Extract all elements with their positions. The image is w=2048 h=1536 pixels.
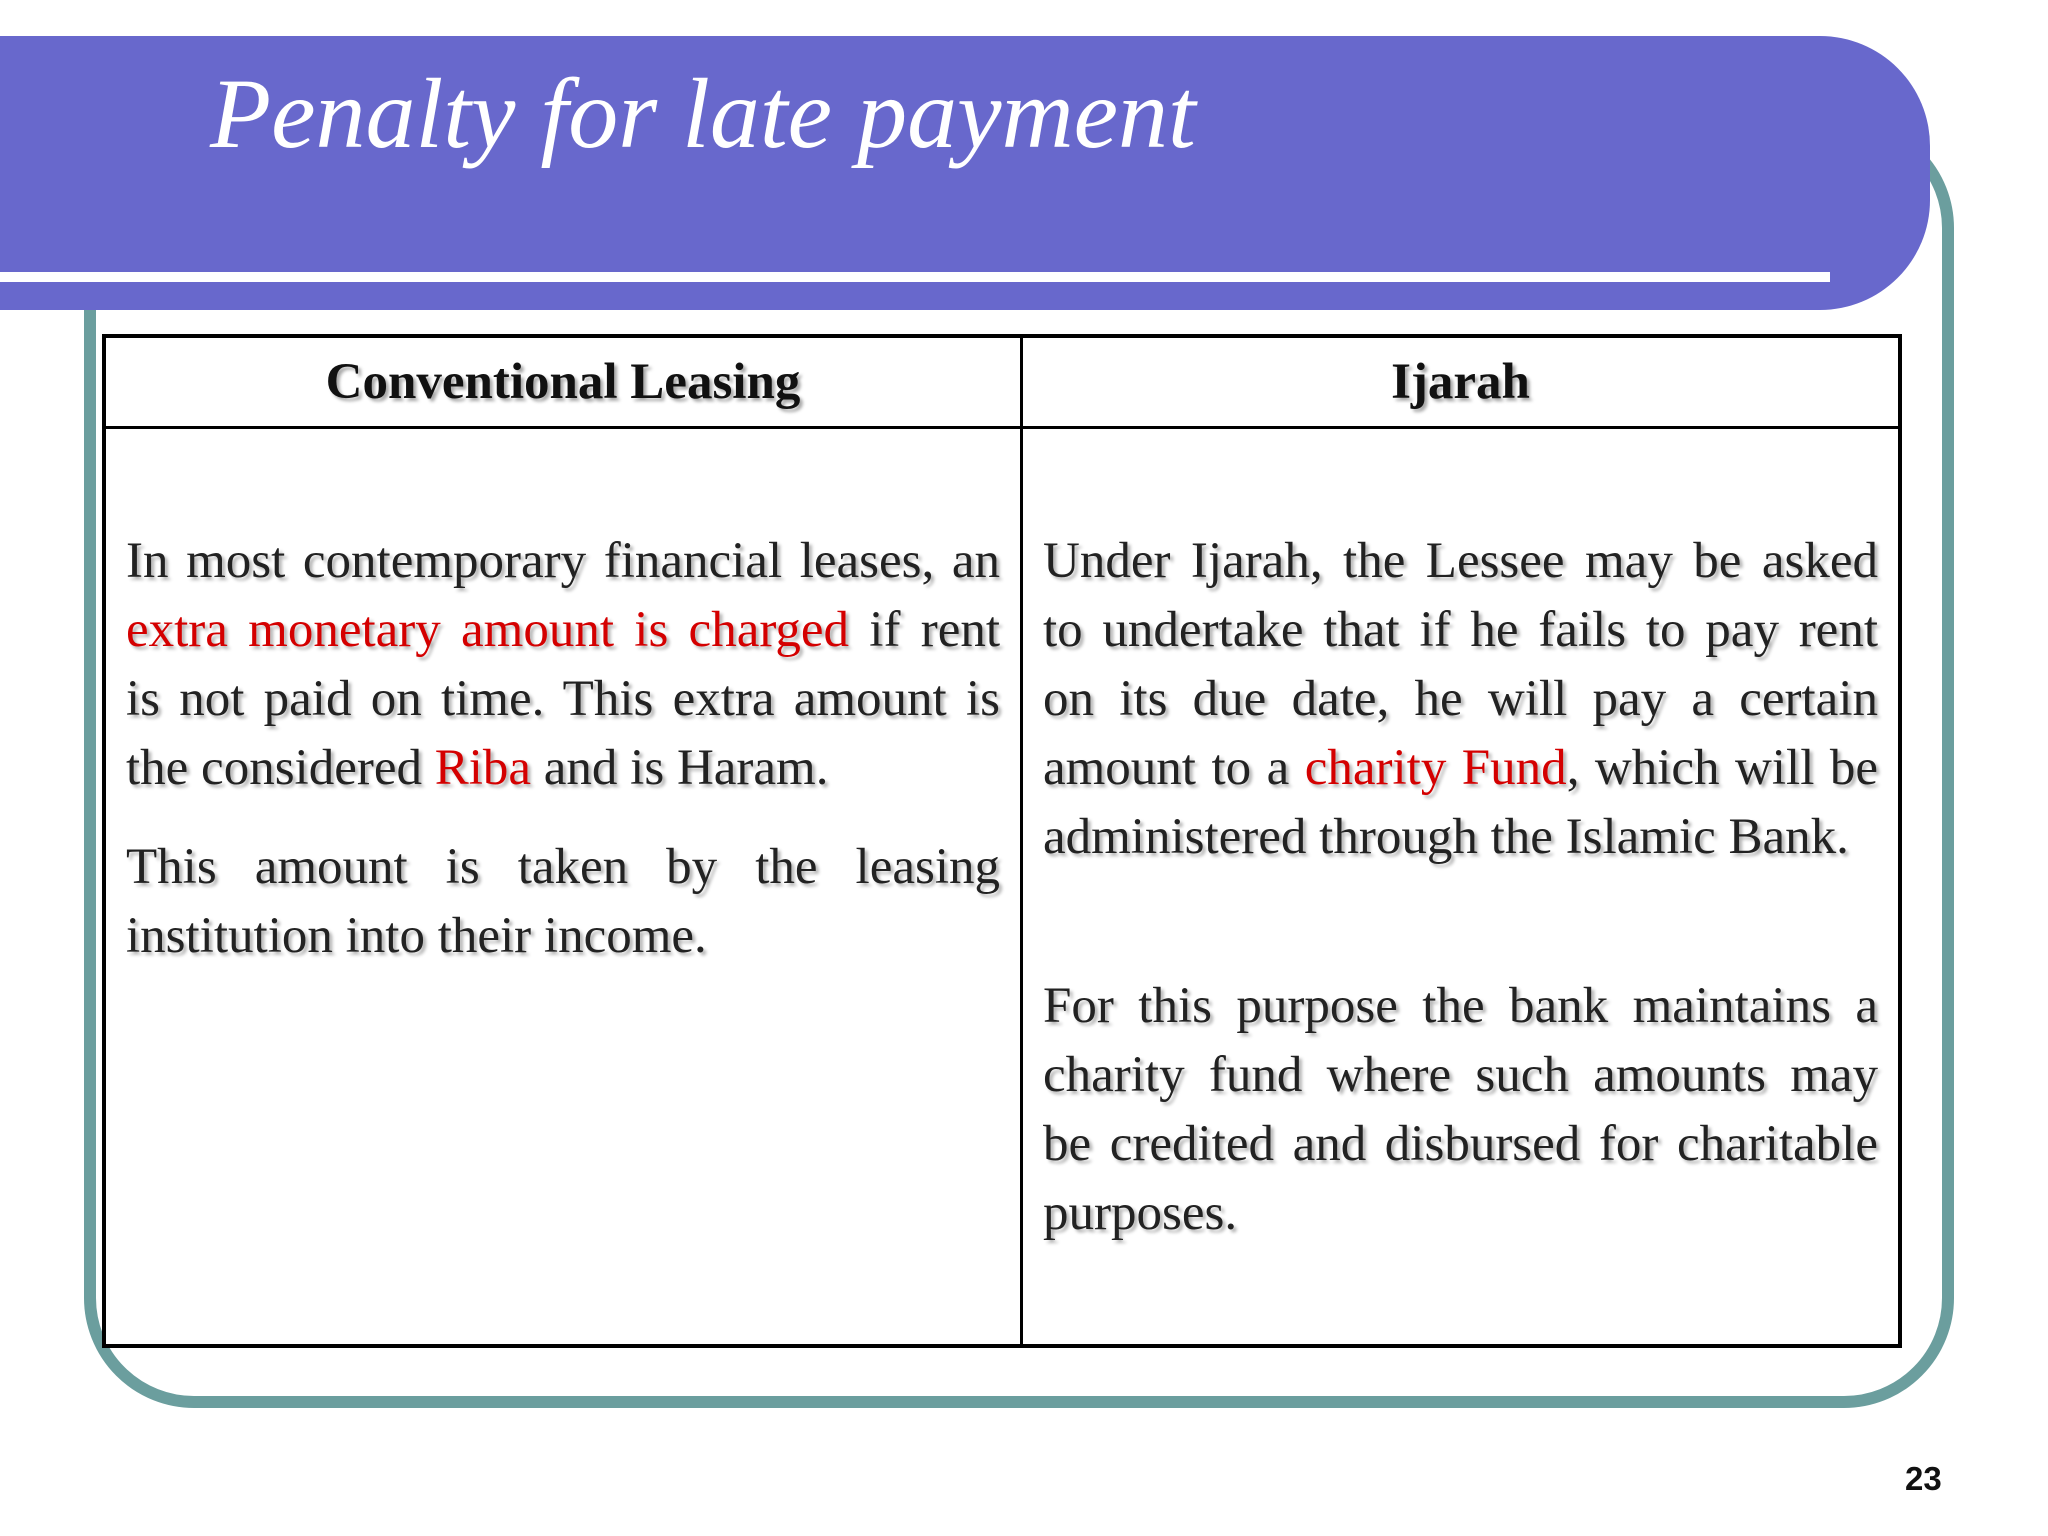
conventional-paragraph-1 bbox=[126, 527, 1000, 803]
highlight-riba: Riba bbox=[434, 740, 532, 796]
slide-title: Penalty for late payment bbox=[210, 58, 1196, 169]
conventional-paragraph-2: This amount is taken by the leasing institution into their income. bbox=[126, 839, 1000, 964]
table-header-row bbox=[106, 338, 1898, 428]
highlight-extra-amount: extra monetary amount is charged bbox=[126, 602, 850, 658]
table-body-row bbox=[106, 428, 1898, 1345]
title-underline bbox=[0, 272, 1830, 282]
page-number: 23 bbox=[1905, 1460, 1942, 1497]
ijarah-cell bbox=[1022, 428, 1899, 1345]
header-conventional-leasing: Conventional Leasing bbox=[106, 338, 1022, 428]
text-segment: , which will be administered through the Islamic Bank. bbox=[1043, 740, 1878, 865]
header-ijarah: Ijarah bbox=[1022, 338, 1899, 428]
comparison-table bbox=[102, 334, 1902, 1348]
highlight-charity-fund: charity Fund bbox=[1304, 740, 1567, 796]
text-segment: if rent is not paid on time. This extra amount is the considered bbox=[126, 602, 1000, 796]
text-segment: In most contemporary financial leases, an bbox=[126, 533, 1000, 589]
text-segment: Under Ijarah, the Lessee may be asked to undertake that if he fails to pay rent on its due date, he will pay a certain amount to a bbox=[1043, 533, 1878, 796]
ijarah-paragraph-1 bbox=[1043, 527, 1878, 872]
conventional-cell bbox=[106, 428, 1022, 1345]
ijarah-paragraph-2: For this purpose the bank maintains a charity fund where such amounts may be credited and disbursed for charitable purposes. bbox=[1043, 978, 1878, 1241]
text-segment: and is Haram. bbox=[531, 740, 829, 796]
